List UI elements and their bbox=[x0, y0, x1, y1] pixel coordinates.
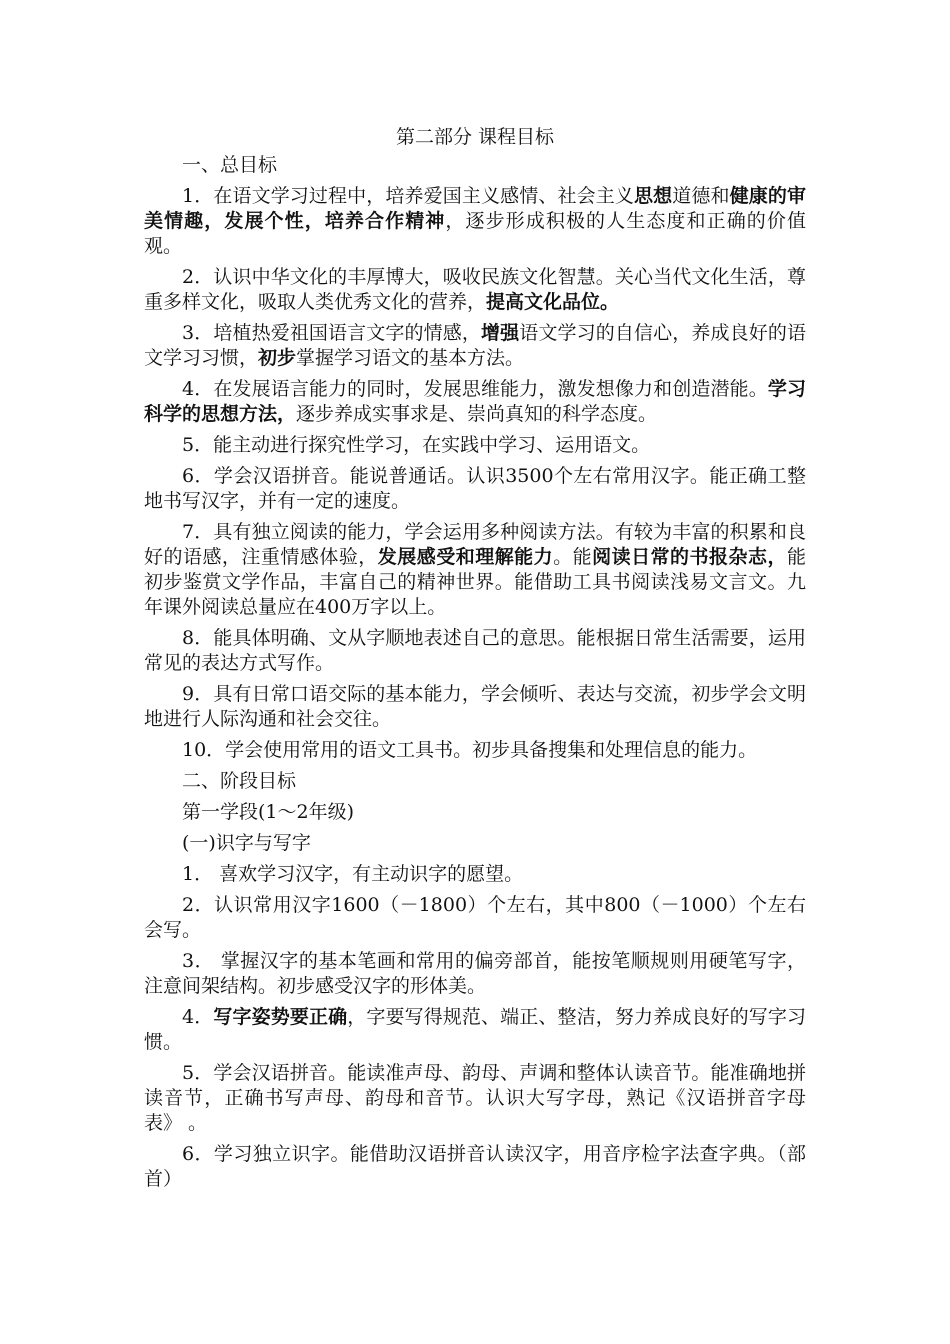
text-run: 1．在语文学习过程中，培养爱国主义感情、社会主义 bbox=[182, 185, 634, 207]
text-run: 4． bbox=[182, 1006, 214, 1028]
text-run: 2．认识中华文化的丰厚博大，吸收民族文化智慧。关心当代文化生活，尊重多样文化，吸取人类优秀文化的营养， bbox=[144, 266, 806, 313]
text-run: 掌握学习语文的基本方法。 bbox=[296, 347, 525, 369]
text-run: 3．培植热爱祖国语言文字的情感， bbox=[182, 322, 482, 344]
bold-run: 写字姿势要正确 bbox=[213, 1006, 348, 1028]
bold-run: 发展感受和理解能力 bbox=[377, 546, 554, 568]
text-run: 7．具有独立阅读的能力，学会运用多种阅读方法。有较为丰富的积累和良好的语感，注重情感体验， bbox=[144, 521, 806, 568]
goal-paragraph-8: 8．能具体明确、文从字顺地表述自己的意思。能根据日常生活需要，运用常见的表达方式写作。 bbox=[144, 627, 806, 674]
goal-paragraph-9: 9．具有日常口语交际的基本能力，学会倾听、表达与交流，初步学会文明地进行人际沟通和社会交往。 bbox=[144, 683, 806, 730]
text-run: 4．在发展语言能力的同时，发展思维能力，激发想像力和创造潜能。 bbox=[182, 378, 768, 400]
stage-paragraph-1: 1． 喜欢学习汉字，有主动识字的愿望。 bbox=[182, 863, 524, 885]
goal-paragraph-5: 5．能主动进行探究性学习，在实践中学习、运用语文。 bbox=[182, 434, 651, 456]
bold-run: 学习科学的思想方法， bbox=[144, 378, 806, 425]
section-heading-overall: 一、总目标 bbox=[182, 154, 278, 176]
bold-run: 增强 bbox=[481, 322, 520, 344]
text-run: 。能 bbox=[553, 546, 593, 568]
goal-paragraph-10: 10．学会使用常用的语文工具书。初步具备搜集和处理信息的能力。 bbox=[182, 739, 758, 761]
stage-paragraph-2: 2．认识常用汉字1600（－1800）个左右，其中800（－1000）个左右会写。 bbox=[144, 894, 806, 941]
stage1-heading: 第一学段(1～2年级) bbox=[182, 801, 355, 823]
bold-run: 初步 bbox=[258, 347, 297, 369]
goal-paragraph-6: 6．学会汉语拼音。能说普通话。认识3500个左右常用汉字。能正确工整地书写汉字，并有一定的速度。 bbox=[144, 465, 806, 512]
goal-paragraph-7 bbox=[144, 520, 806, 620]
bold-run: 阅读日常的书报杂志， bbox=[592, 546, 787, 568]
goal-paragraph-1 bbox=[144, 184, 806, 259]
goal-paragraph-3 bbox=[144, 321, 806, 371]
section-heading-stage: 二、阶段目标 bbox=[182, 770, 297, 792]
text-run: ，字要写得规范、端正、整洁，努力养成良好的写字习惯。 bbox=[144, 1006, 806, 1053]
text-run: 逐步养成实事求是、崇尚真知的科学态度。 bbox=[296, 403, 658, 425]
page-title: 第二部分 课程目标 bbox=[395, 126, 555, 148]
goal-paragraph-2 bbox=[144, 265, 806, 315]
bold-run: 健康的审美情趣，发展个性，培养合作精神 bbox=[144, 185, 806, 232]
stage-paragraph-4 bbox=[144, 1005, 806, 1055]
bold-run: 思想 bbox=[633, 185, 673, 207]
stage-paragraph-6: 6．学习独立识字。能借助汉语拼音认读汉字，用音序检字法查字典。（部首） bbox=[144, 1143, 806, 1190]
goal-paragraph-4 bbox=[144, 377, 806, 427]
stage-paragraph-5: 5．学会汉语拼音。能读准声母、韵母、声调和整体认读音节。能准确地拼读音节，正确书写声母、韵母和音节。认识大写字母，熟记《汉语拼音字母表》 。 bbox=[144, 1062, 806, 1134]
text-run: 语文学习的自信心，养成良好的语文学习习惯， bbox=[144, 322, 806, 369]
bold-run: 提高文化品位。 bbox=[486, 291, 620, 313]
text-run: 能初步鉴赏文学作品，丰富自己的精神世界。能借助工具书阅读浅易文言文。九年课外阅读总量应在400万字以上。 bbox=[144, 546, 806, 618]
text-run: ，逐步形成积极的人生态度和正确的价值观。 bbox=[144, 210, 806, 257]
literacy-heading: (一)识字与写字 bbox=[182, 832, 311, 854]
text-run: 道德和 bbox=[672, 185, 730, 207]
stage-paragraph-3: 3． 掌握汉字的基本笔画和常用的偏旁部首，能按笔顺规则用硬笔写字，注意间架结构。初步感受汉字的形体美。 bbox=[144, 950, 806, 997]
